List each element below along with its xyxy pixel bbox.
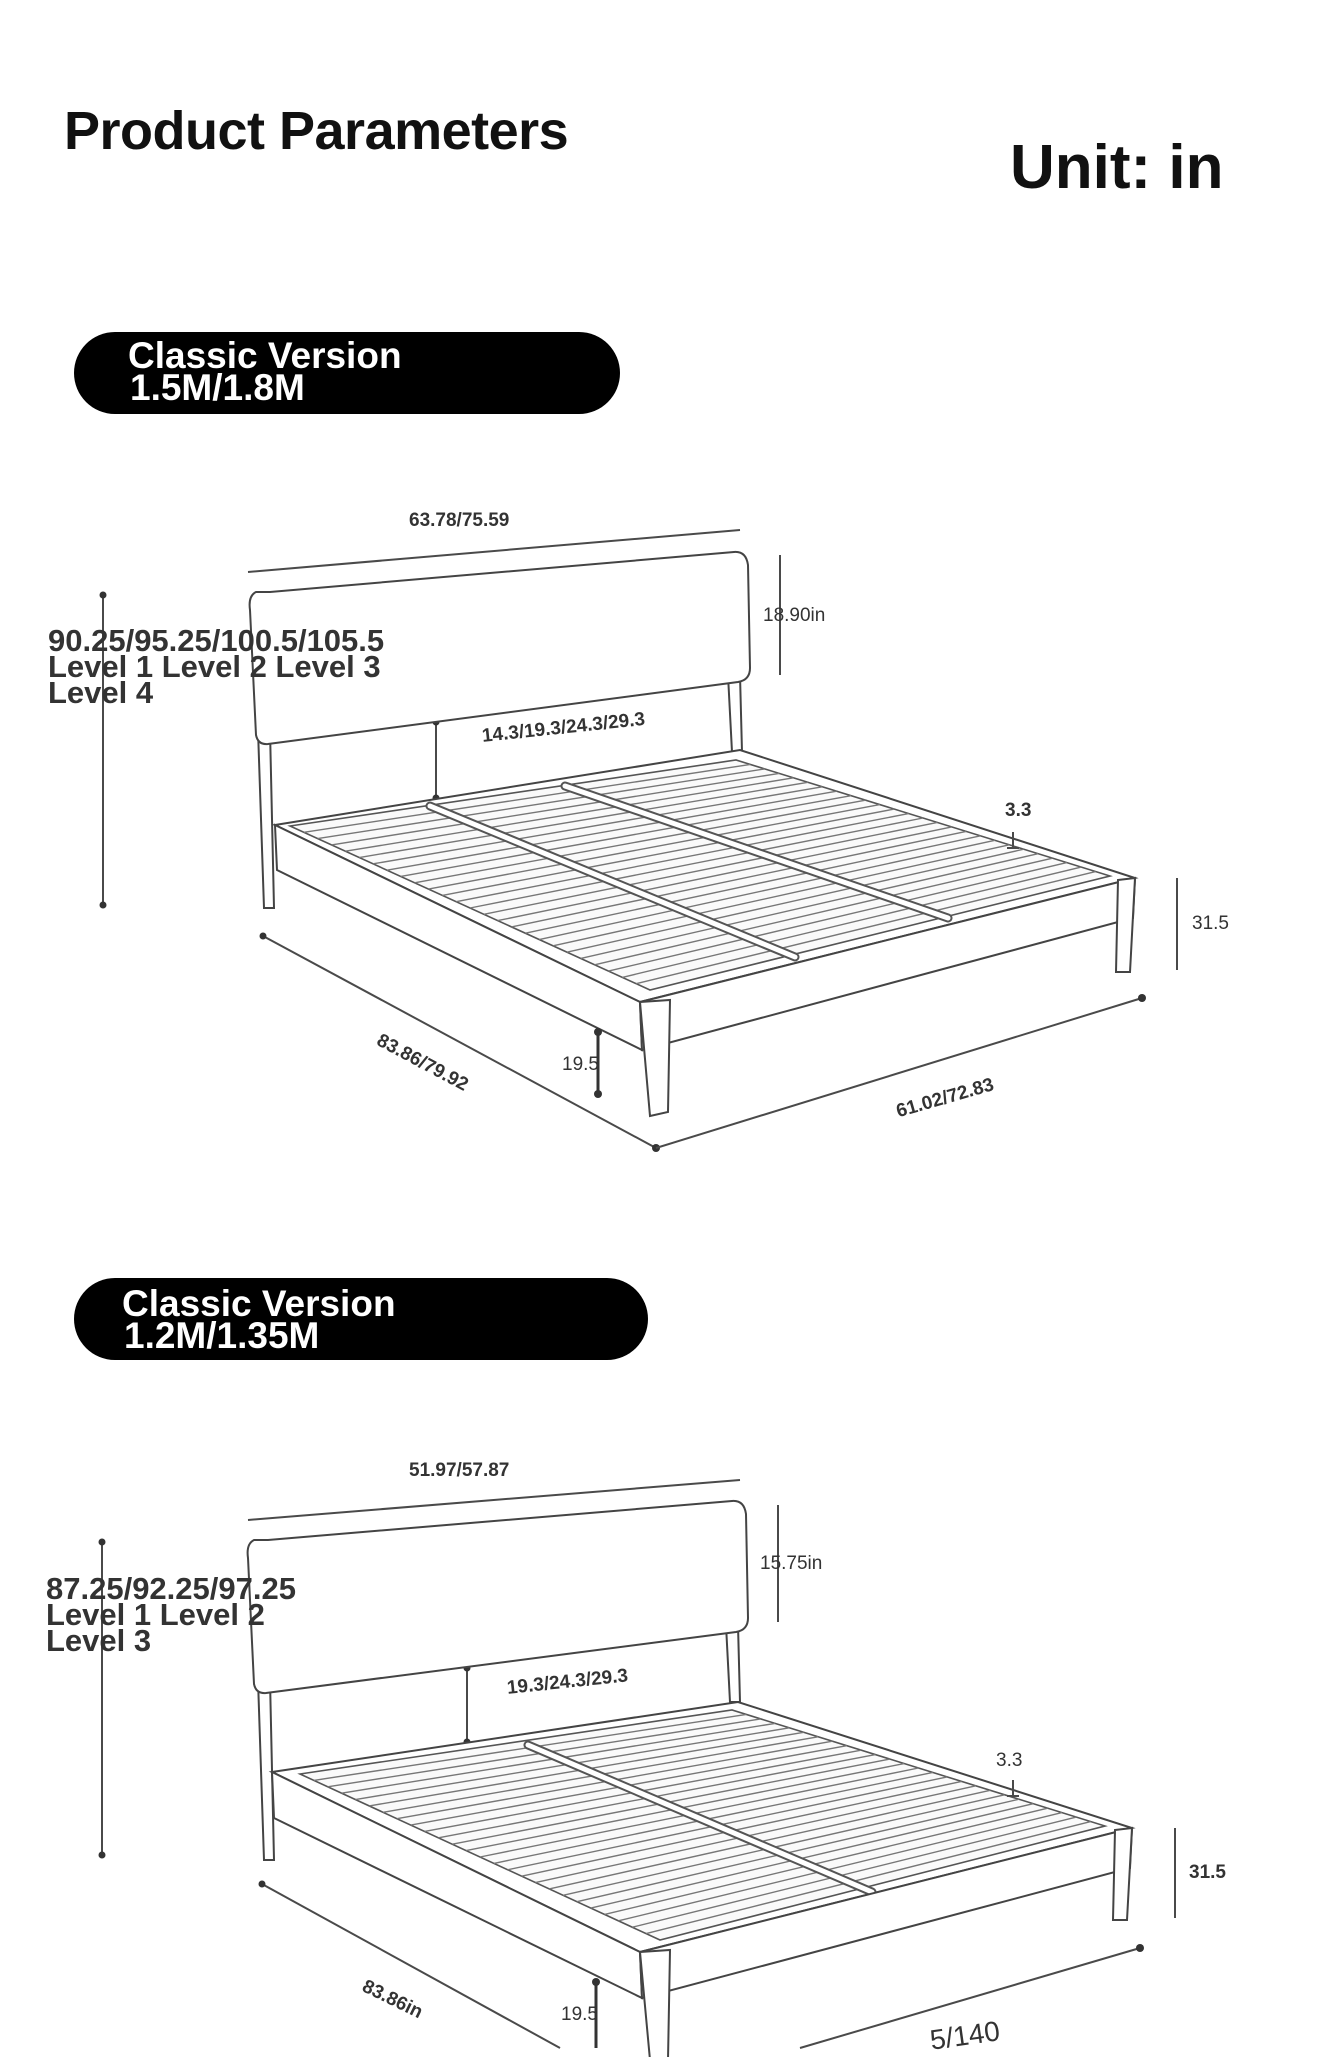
dim-clearance: 14.3/19.3/24.3/29.3 xyxy=(481,708,647,747)
dim-width-bottom: 5/140 xyxy=(928,2015,1002,2056)
dim-length: 83.86/79.92 xyxy=(373,1030,472,1096)
dim-side-height: 31.5 xyxy=(1192,913,1229,934)
dim-rail: 3.3 xyxy=(996,1750,1023,1771)
version-name: Classic Version xyxy=(122,1283,396,1324)
dim-headboard-height: 18.90in xyxy=(763,605,826,626)
bed-diagram-1 xyxy=(0,500,1322,1180)
dim-leg-height: 19.5 xyxy=(561,2004,598,2025)
bed-post-back-left xyxy=(258,730,274,908)
version-pill-1 xyxy=(74,332,620,414)
version-size: 1.2M/1.35M xyxy=(124,1315,320,1356)
total-height-values: 87.25/92.25/97.25 xyxy=(46,1571,296,1606)
height-levels-1: Level 1 Level 2 xyxy=(46,1597,265,1632)
height-levels-2: Level 4 xyxy=(48,675,154,710)
height-levels-1: Level 1 Level 2 Level 3 xyxy=(48,649,381,684)
version-name: Classic Version xyxy=(128,335,402,376)
total-height-values: 90.25/95.25/100.5/105.5 xyxy=(48,623,385,658)
dim-headboard-height: 15.75in xyxy=(760,1553,823,1574)
leg-right xyxy=(1113,1828,1132,1920)
dim-width-top: 51.97/57.87 xyxy=(409,1460,510,1481)
version-pill-2 xyxy=(74,1278,648,1360)
dim-width-bottom: 61.02/72.83 xyxy=(894,1074,997,1123)
leg-front xyxy=(640,1950,670,2057)
total-height-label xyxy=(46,1571,296,1658)
bed-diagram-2 xyxy=(0,1448,1322,2048)
dim-rail: 3.3 xyxy=(1005,800,1032,821)
dim-leg-height: 19.5 xyxy=(562,1054,599,1075)
headboard xyxy=(248,1501,748,1693)
unit-label: Unit: in xyxy=(1010,133,1224,202)
dim-side-height: 31.5 xyxy=(1189,1862,1226,1883)
page-title: Product Parameters xyxy=(64,101,569,161)
bed-post-back-right xyxy=(728,675,742,752)
leg-right xyxy=(1116,878,1135,972)
leg-front xyxy=(640,1000,670,1116)
total-height-label xyxy=(48,623,385,710)
dim-clearance: 19.3/24.3/29.3 xyxy=(506,1665,630,1699)
dim-length: 83.86in xyxy=(358,1976,426,2024)
dim-width-top: 63.78/75.59 xyxy=(409,510,510,531)
version-size: 1.5M/1.8M xyxy=(130,367,305,408)
height-levels-2: Level 3 xyxy=(46,1623,152,1658)
